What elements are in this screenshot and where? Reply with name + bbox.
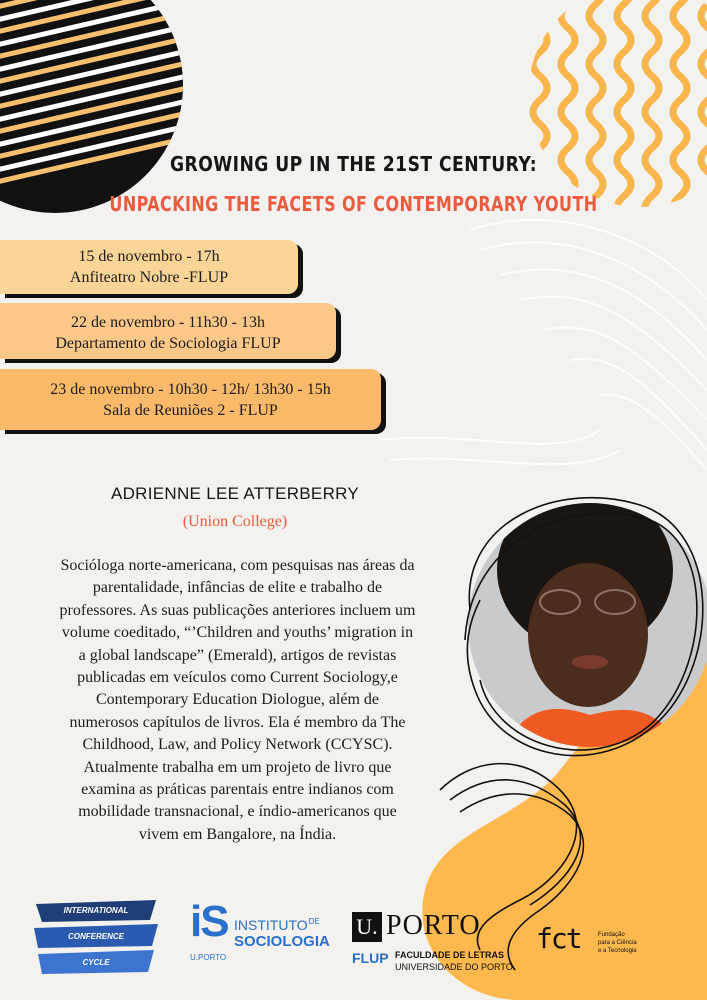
wavy-circle-top-right xyxy=(520,0,707,220)
bio-line: mobilidade transnacional, e índio-americanos que xyxy=(78,803,397,821)
is-mark: iS xyxy=(190,897,228,946)
speaker-affiliation: (Union College) xyxy=(182,513,288,530)
flup-mark: FLUP xyxy=(352,950,389,966)
bio-line: vivem em Bangalore, na Índia. xyxy=(138,825,337,843)
session-date: 22 de novembro - 11h30 - 13h xyxy=(70,314,266,331)
bio-line: publicadas em veículos como Current Sociology,e xyxy=(77,669,398,687)
flup-line2: UNIVERSIDADE DO PORTO xyxy=(395,962,513,972)
session-bar-2 xyxy=(0,303,336,359)
is-de: DE xyxy=(308,917,320,926)
conference-line-1: INTERNATIONAL xyxy=(63,906,129,915)
is-line1 xyxy=(234,917,320,933)
uporto-mark: U. xyxy=(352,912,382,942)
bio-line: volume coeditado, “’Children and youths’ migration in xyxy=(61,624,414,642)
fct-line1: Fundação xyxy=(598,932,625,938)
contour-lines xyxy=(380,220,707,470)
bio-line: Socióloga norte-americana, com pesquisas nas áreas da xyxy=(60,557,415,574)
session-place: Anfiteatro Nobre -FLUP xyxy=(69,269,229,286)
event-title-line2: UNPACKING THE FACETS OF CONTEMPORARY YOUTH xyxy=(109,192,598,216)
speaker-bio xyxy=(15,555,460,846)
session-place: Departamento de Sociologia FLUP xyxy=(55,335,281,352)
bio-line: Contemporary Education Diologue, além de xyxy=(95,691,380,709)
bio-line: professores. As suas publicações anteriores incluem um xyxy=(59,601,416,619)
conference-line-2: CONFERENCE xyxy=(67,932,124,941)
speaker-name: ADRIENNE LEE ATTERBERRY xyxy=(110,484,360,503)
fct-line2: para a Ciência xyxy=(598,940,637,946)
is-uporto: U.PORTO xyxy=(190,953,227,962)
session-date: 15 de novembro - 17h xyxy=(78,248,220,265)
bio-line: examina as práticas parentais entre indianos com xyxy=(81,781,394,799)
bio-line: Childhood, Law, and Policy Network (CCYSC). xyxy=(82,736,393,754)
conference-cycle-logo xyxy=(32,898,160,976)
fct-mark: fct xyxy=(536,922,581,955)
bio-line: parentalidade, infâncias de elite e trabalho de xyxy=(92,579,383,597)
fct-line3: e a Tecnologia xyxy=(598,948,637,954)
flup-line1: FACULDADE DE LETRAS xyxy=(395,950,505,960)
instituto-sociologia-logo xyxy=(190,897,335,967)
uporto-name: PORTO xyxy=(386,910,481,941)
is-line2: SOCIOLOGIA xyxy=(234,933,330,950)
session-bar-3 xyxy=(0,369,381,430)
session-place: Sala de Reuniões 2 - FLUP xyxy=(103,402,278,419)
conference-line-3: CYCLE xyxy=(82,958,110,967)
fct-logo xyxy=(536,922,686,968)
striped-circle-top-left xyxy=(0,0,200,220)
bio-line: numerosos capítulos de livros. Ela é membro da The xyxy=(69,713,406,731)
session-date: 23 de novembro - 10h30 - 12h/ 13h30 - 15h xyxy=(50,381,331,398)
uporto-flup-logo xyxy=(352,910,513,976)
bio-line: Atualmente trabalha em um projeto de livro que xyxy=(83,758,392,776)
event-title-line1: GROWING UP IN THE 21ST CENTURY: xyxy=(169,152,538,176)
is-instituto: INSTITUTO xyxy=(234,917,308,933)
session-bar-1 xyxy=(0,240,298,294)
bio-line: a global landscape” (Emerald), artigos de revistas xyxy=(78,646,397,664)
